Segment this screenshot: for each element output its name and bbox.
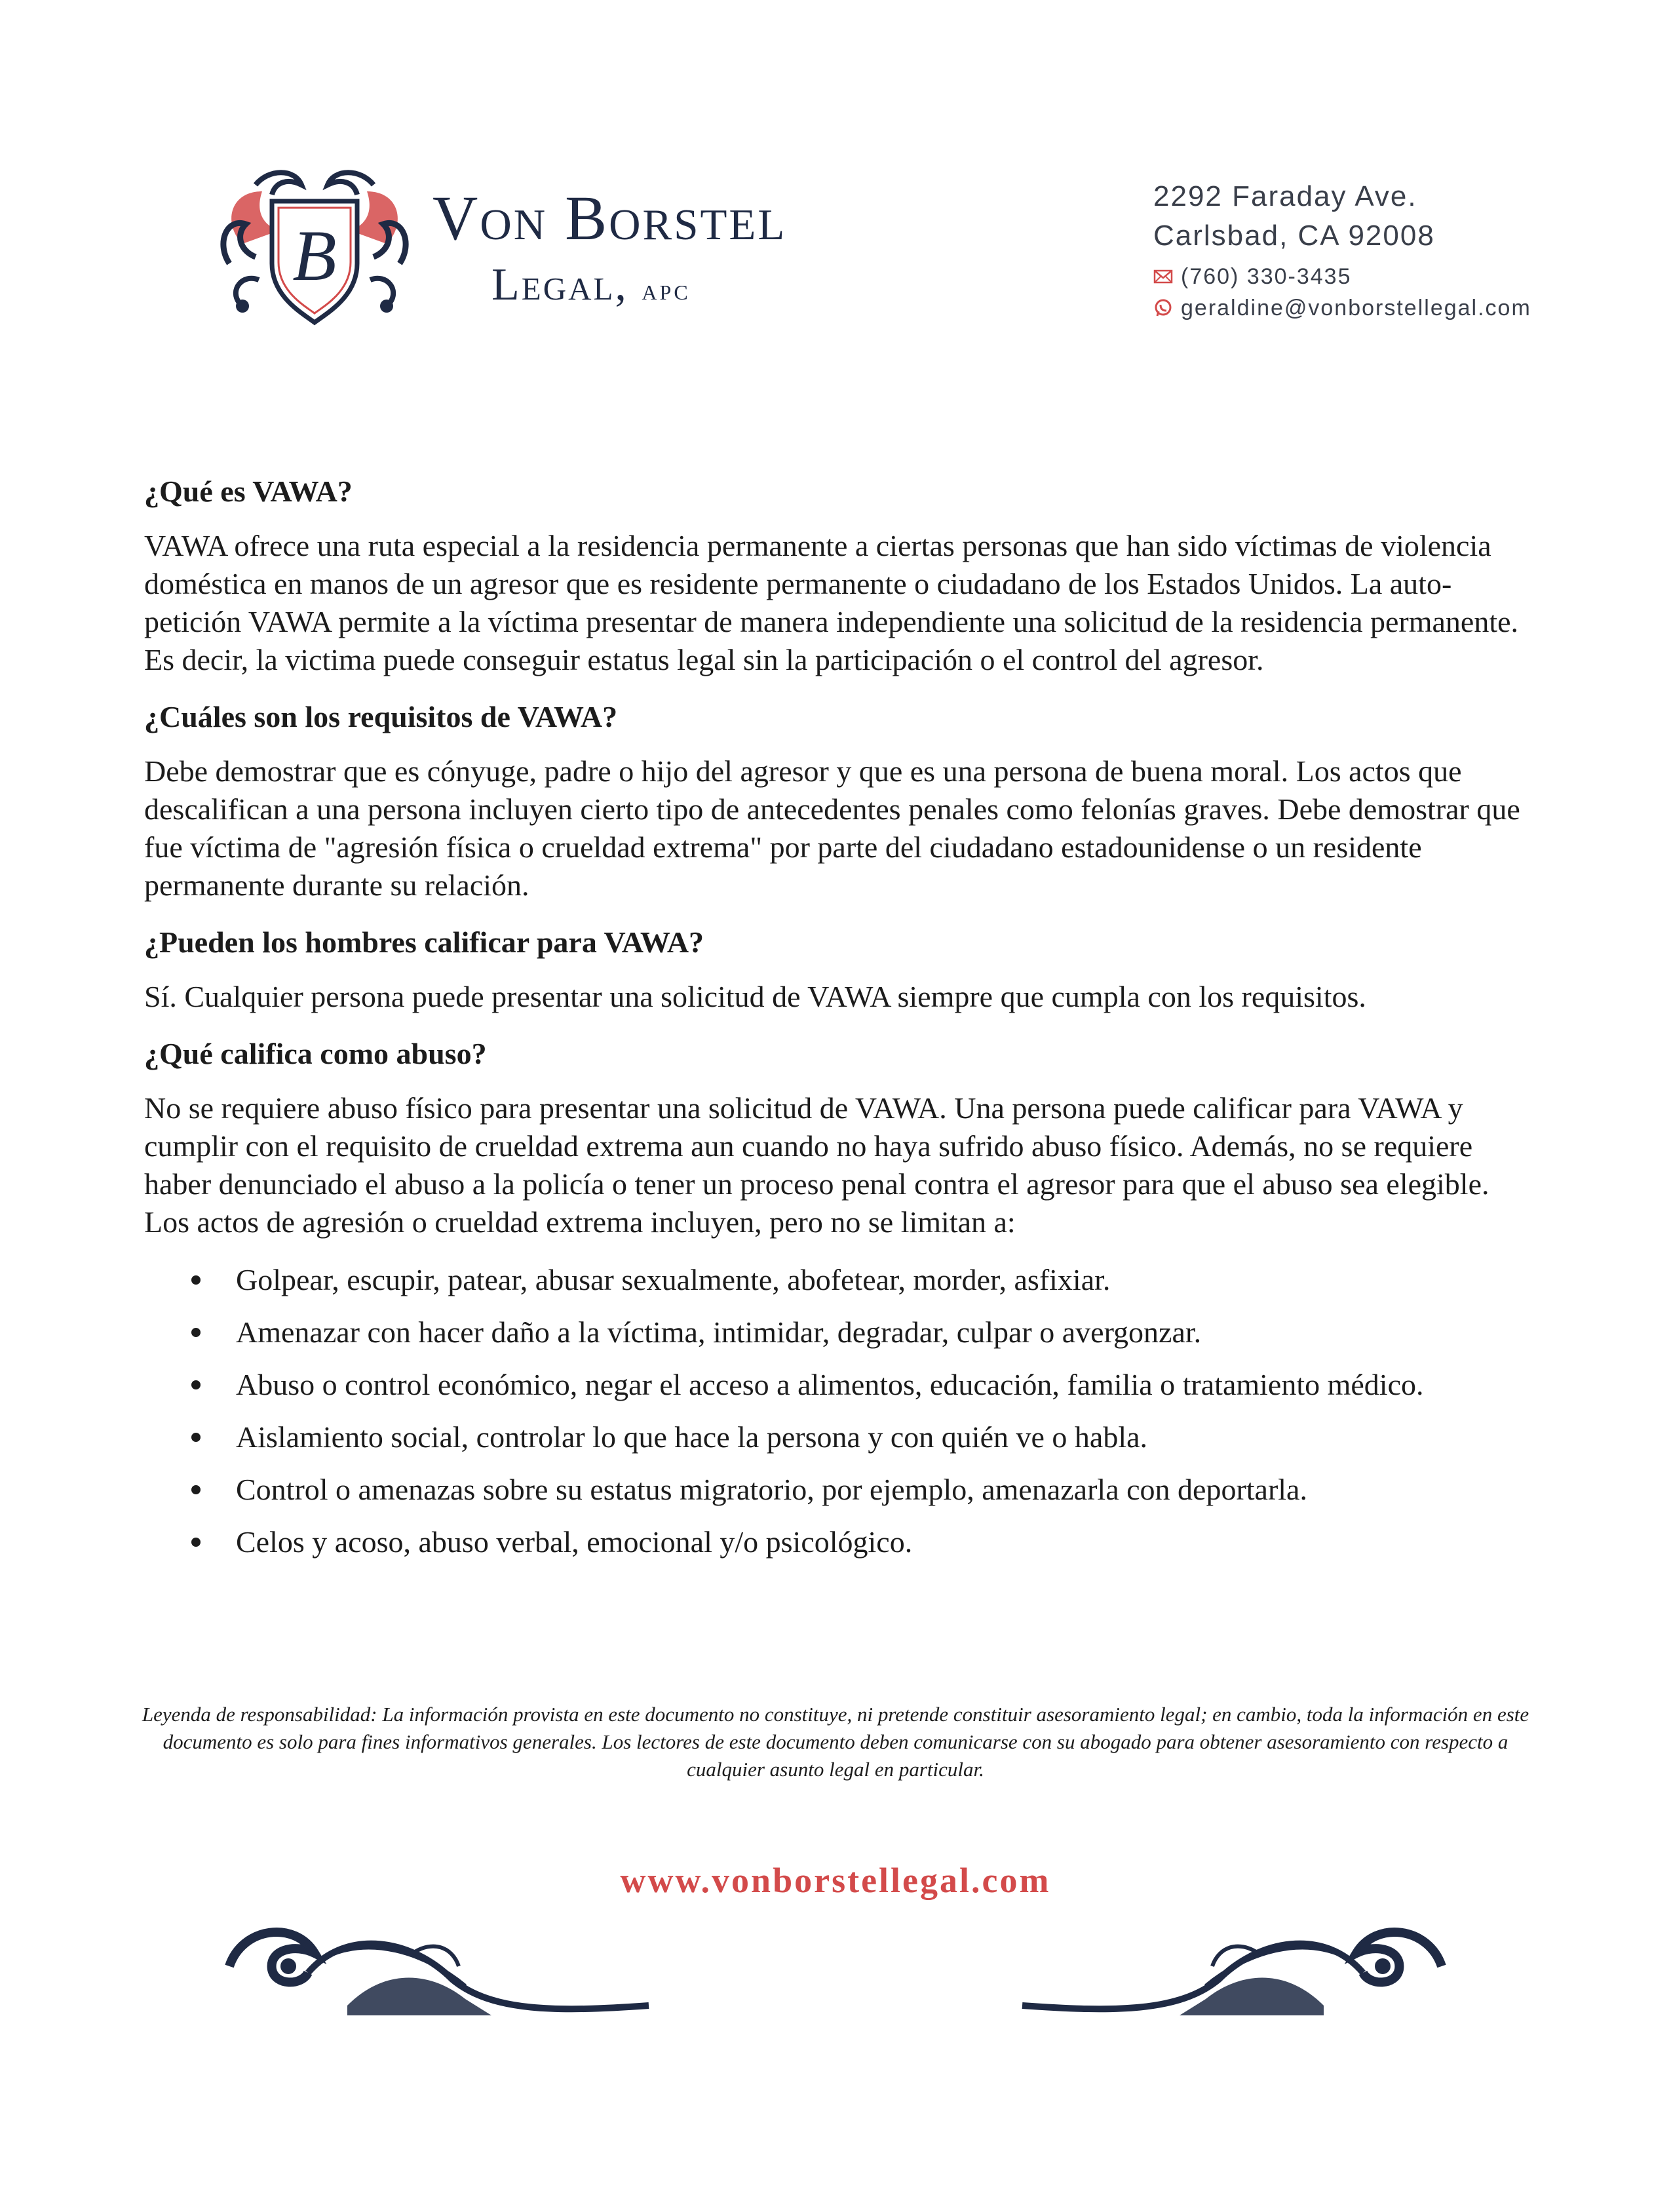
list-item-text: Golpear, escupir, patear, abusar sexualmente, abofetear, morder, asfixiar.	[236, 1263, 1111, 1296]
section-paragraph-3: Sí. Cualquier persona puede presentar una solicitud de VAWA siempre que cumpla con los requisitos.	[144, 980, 1366, 1013]
list-item	[144, 1523, 1527, 1561]
list-item	[144, 1418, 1527, 1456]
contact-block	[1153, 177, 1546, 324]
list-item	[144, 1261, 1527, 1299]
section-heading-4: ¿Qué califica como abuso?	[144, 1037, 487, 1070]
firm-name	[432, 183, 839, 311]
email-row	[1153, 292, 1546, 324]
address-line2: Carlsbad, CA 92008	[1153, 220, 1435, 252]
ornament-scroll-left-icon	[216, 1888, 662, 2019]
document-body	[144, 473, 1527, 1576]
bullet-icon	[191, 1275, 201, 1285]
bullet-icon	[191, 1328, 201, 1337]
crest-logo	[216, 165, 413, 329]
disclaimer: Leyenda de responsabilidad: La información provista en este documento no constituye, ni pretende constituir asesoramiento legal; en cambio, toda la información en este documento es solo para fines informativos generales. Los lectores de este documento deben comunicarse con su abogado para obtener asesoramiento con respecto a cualquier asunto legal en particular.	[142, 1703, 1529, 1781]
list-item	[144, 1471, 1527, 1509]
section-paragraph-1: VAWA ofrece una ruta especial a la residencia permanente a ciertas personas que han sido víctimas de violencia doméstica en manos de un agresor que es residente permanente o ciudadano de los Estados Unidos. La auto-petición VAWA permite a la víctima presentar de manera independiente una solicitud de la residencia permanente. Es decir, la victima puede conseguir estatus legal sin la participación o el control del agresor.	[144, 529, 1519, 676]
list-item-text: Celos y acoso, abuso verbal, emocional y/o psicológico.	[236, 1525, 913, 1559]
bullet-icon	[191, 1538, 201, 1547]
address-line1: 2292 Faraday Ave.	[1153, 180, 1417, 212]
list-item-text: Control o amenazas sobre su estatus migratorio, por ejemplo, amenazarla con deportarla.	[236, 1473, 1307, 1506]
bullet-icon	[191, 1380, 201, 1389]
whatsapp-icon	[1153, 298, 1173, 318]
firm-name-suffix: apc	[642, 273, 691, 306]
firm-name-legal: Legal,	[491, 260, 628, 310]
section-heading-2: ¿Cuáles son los requisitos de VAWA?	[144, 700, 618, 733]
envelope-icon	[1153, 267, 1173, 286]
phone-number[interactable]: (760) 330-3435	[1181, 264, 1352, 289]
section-heading-1: ¿Qué es VAWA?	[144, 475, 353, 508]
section-paragraph-2: Debe demostrar que es cónyuge, padre o hijo del agresor y que es una persona de buena moral. Los actos que descalifican a una persona incluyen cierto tipo de antecedentes penales como felonías graves. Debe demostrar que fue víctima de "agresión física o crueldad extrema" por parte del ciudadano estadounidense o un residente permanente durante su relación.	[144, 754, 1520, 902]
list-item	[144, 1313, 1527, 1351]
bullet-icon	[191, 1485, 201, 1494]
list-item	[144, 1366, 1527, 1404]
ornament-scroll-right-icon	[1009, 1888, 1455, 2019]
email-address[interactable]: geraldine@vonborstellegal.com	[1181, 296, 1531, 320]
section-paragraph-4: No se requiere abuso físico para presentar una solicitud de VAWA. Una persona puede calificar para VAWA y cumplir con el requisito de crueldad extrema aun cuando no haya sufrido abuso físico. Además, no se requiere haber denunciado el abuso a la policía o tener un proceso penal contra el agresor para que el abuso sea elegible. Los actos de agresión o crueldad extrema incluyen, pero no se limitan a:	[144, 1091, 1489, 1239]
crest-monogram: B	[292, 216, 337, 296]
section-heading-3: ¿Pueden los hombres calificar para VAWA?	[144, 925, 704, 959]
bullet-icon	[191, 1433, 201, 1442]
phone-row	[1153, 261, 1546, 292]
list-item-text: Abuso o control económico, negar el acceso a alimentos, educación, familia o tratamiento médico.	[236, 1368, 1424, 1401]
website-link[interactable]: www.vonborstellegal.com	[620, 1861, 1051, 1900]
firm-name-line2	[491, 259, 839, 311]
list-item-text: Amenazar con hacer daño a la víctima, intimidar, degradar, culpar o avergonzar.	[236, 1315, 1202, 1349]
firm-name-line1: Von Borstel	[432, 183, 787, 253]
abuse-list	[144, 1261, 1527, 1561]
list-item-text: Aislamiento social, controlar lo que hace la persona y con quién ve o habla.	[236, 1420, 1148, 1454]
